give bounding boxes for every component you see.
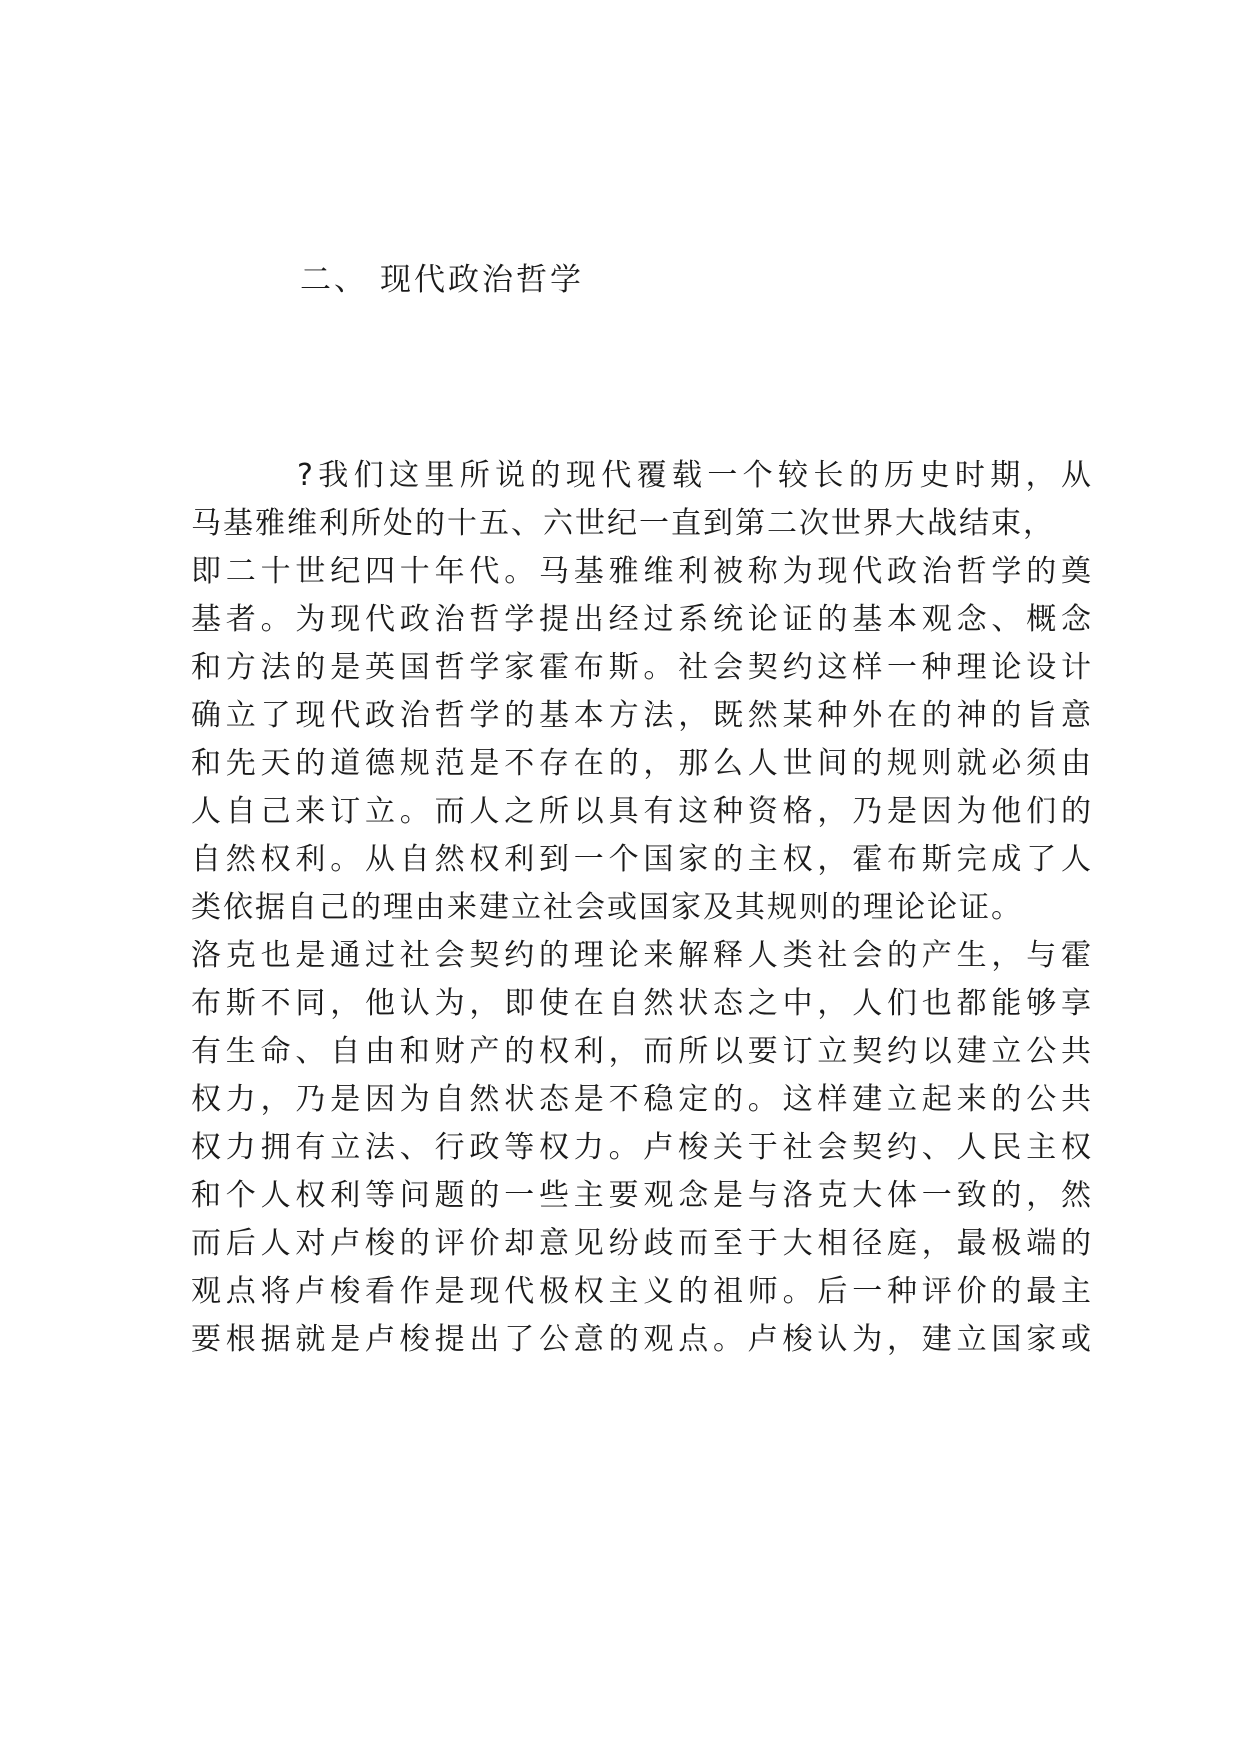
section-title: 现代政治哲学: [380, 261, 584, 298]
paragraph-line: 而后人对卢梭的评价却意见纷歧而至于大相径庭，最极端的: [191, 1226, 1091, 1261]
body-paragraph: [191, 452, 1091, 1364]
paragraph-line: 有生命、自由和财产的权利，而所以要订立契约以建立公共: [191, 1034, 1091, 1069]
paragraph-line: 自然权利。从自然权利到一个国家的主权，霍布斯完成了人: [191, 842, 1091, 877]
paragraph-line: 要根据就是卢梭提出了公意的观点。卢梭认为，建立国家或: [191, 1322, 1091, 1357]
section-heading: [300, 246, 584, 306]
paragraph-line: 人自己来订立。而人之所以具有这种资格，乃是因为他们的: [191, 794, 1091, 829]
paragraph-line: 和个人权利等问题的一些主要观念是与洛克大体一致的，然: [191, 1178, 1091, 1213]
paragraph-line: 权力拥有立法、行政等权力。卢梭关于社会契约、人民主权: [191, 1130, 1091, 1165]
paragraph-line: 和先天的道德规范是不存在的，那么人世间的规则就必须由: [191, 746, 1091, 781]
section-number: 二、: [300, 261, 368, 298]
paragraph-line: 布斯不同，他认为，即使在自然状态之中，人们也都能够享: [191, 986, 1091, 1021]
paragraph-line: 基者。为现代政治哲学提出经过系统论证的基本观念、概念: [191, 602, 1091, 637]
paragraph-line: 和方法的是英国哲学家霍布斯。社会契约这样一种理论设计: [191, 650, 1091, 685]
paragraph-line: ?我们这里所说的现代覆载一个较长的历史时期，从: [297, 458, 1091, 493]
paragraph-line: 类依据自己的理由来建立社会或国家及其规则的理论论证。: [191, 890, 1023, 925]
paragraph-line: 马基雅维利所处的十五、六世纪一直到第二次世界大战结束，: [191, 506, 1055, 541]
paragraph-line: 权力，乃是因为自然状态是不稳定的。这样建立起来的公共: [191, 1082, 1091, 1117]
paragraph-line: 洛克也是通过社会契约的理论来解释人类社会的产生，与霍: [191, 938, 1091, 973]
paragraph-line: 观点将卢梭看作是现代极权主义的祖师。后一种评价的最主: [191, 1274, 1091, 1309]
paragraph-line: 确立了现代政治哲学的基本方法，既然某种外在的神的旨意: [191, 698, 1091, 733]
paragraph-line: 即二十世纪四十年代。马基雅维利被称为现代政治哲学的奠: [191, 554, 1091, 589]
